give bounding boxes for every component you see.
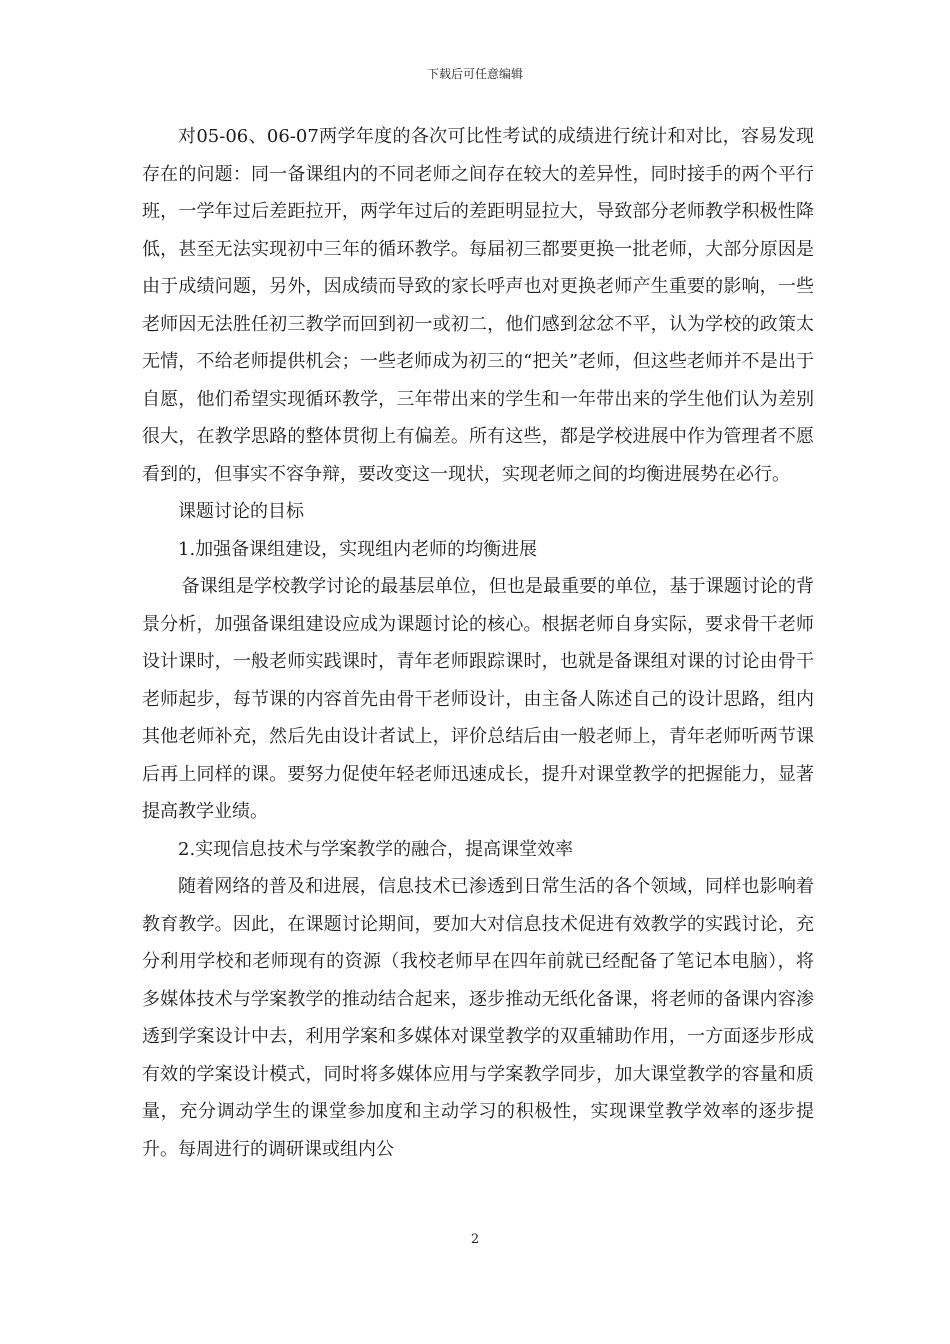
section-heading-research-goals: 课题讨论的目标	[178, 501, 304, 522]
paragraph-information-technology: 随着网络的普及和进展，信息技术已渗透到日常生活的各个领域，同样也影响着教育教学。因此，在课题讨论期间，要加大对信息技术促进有效教学的实践讨论，充分利用学校和老师现有的资源（我校老师早在四年前就已经配备了笔记本电脑），将多媒体技术与学案教学的推动结合起来，逐步推动无纸化备课，将老师的备课内容渗透到学案设计中去，利用学案和多媒体对课堂教学的双重辅助作用，一方面逐步形成有效的学案设计模式，同时将多媒体应用与学案教学同步，加大课堂教学的容量和质量，充分调动学生的课堂参加度和主动学习的积极性，实现课堂教学效率的逐步提升。每周进行的调研课或组内公	[142, 876, 814, 1160]
subheading-goal-1: 1.加强备课组建设，实现组内老师的均衡进展	[178, 538, 538, 560]
document-body	[142, 118, 814, 1168]
subheading-goal-2: 2.实现信息技术与学案教学的融合，提高课堂效率	[178, 838, 574, 860]
page-number: 2	[470, 1232, 480, 1247]
paragraph-exam-analysis: 对05-06、06-07两学年度的各次可比性考试的成绩进行统计和对比，容易发现存在的问题：同一备课组内的不同老师之间存在较大的差异性，同时接手的两个平行班，一学年过后差距拉开，两学年过后的差距明显拉大，导致部分老师教学积极性降低，甚至无法实现初中三年的循环教学。每届初三都要更换一批老师，大部分原因是由于成绩问题，另外，因成绩而导致的家长呼声也对更换老师产生重要的影响，一些老师因无法胜任初三教学而回到初一或初二，他们感到忿忿不平，认为学校的政策太无情，不给老师提供机会；一些老师成为初三的“把关”老师，但这些老师并不是出于自愿，他们希望实现循环教学，三年带出来的学生和一年带出来的学生他们认为差别很大，在教学思路的整体贯彻上有偏差。所有这些，都是学校进展中作为管理者不愿看到的，但事实不容争辩，要改变这一现状，实现老师之间的均衡进展势在必行。	[142, 126, 814, 485]
paragraph-lesson-group: 备课组是学校教学讨论的最基层单位，但也是最重要的单位，基于课题讨论的背景分析，加强备课组建设应成为课题讨论的核心。根据老师自身实际，要求骨干老师设计课时，一般老师实践课时，青年老师跟踪课时，也就是备课组对课的讨论由骨干老师起步，每节课的内容首先由骨干老师设计，由主备人陈述自己的设计思路，组内其他老师补充，然后先由设计者试上，评价总结后由一般老师上，青年老师听两节课后再上同样的课。要努力促使年轻老师迅速成长，提升对课堂教学的把握能力，显著提高教学业绩。	[142, 576, 814, 822]
page-header: 下载后可任意编辑	[426, 67, 523, 81]
